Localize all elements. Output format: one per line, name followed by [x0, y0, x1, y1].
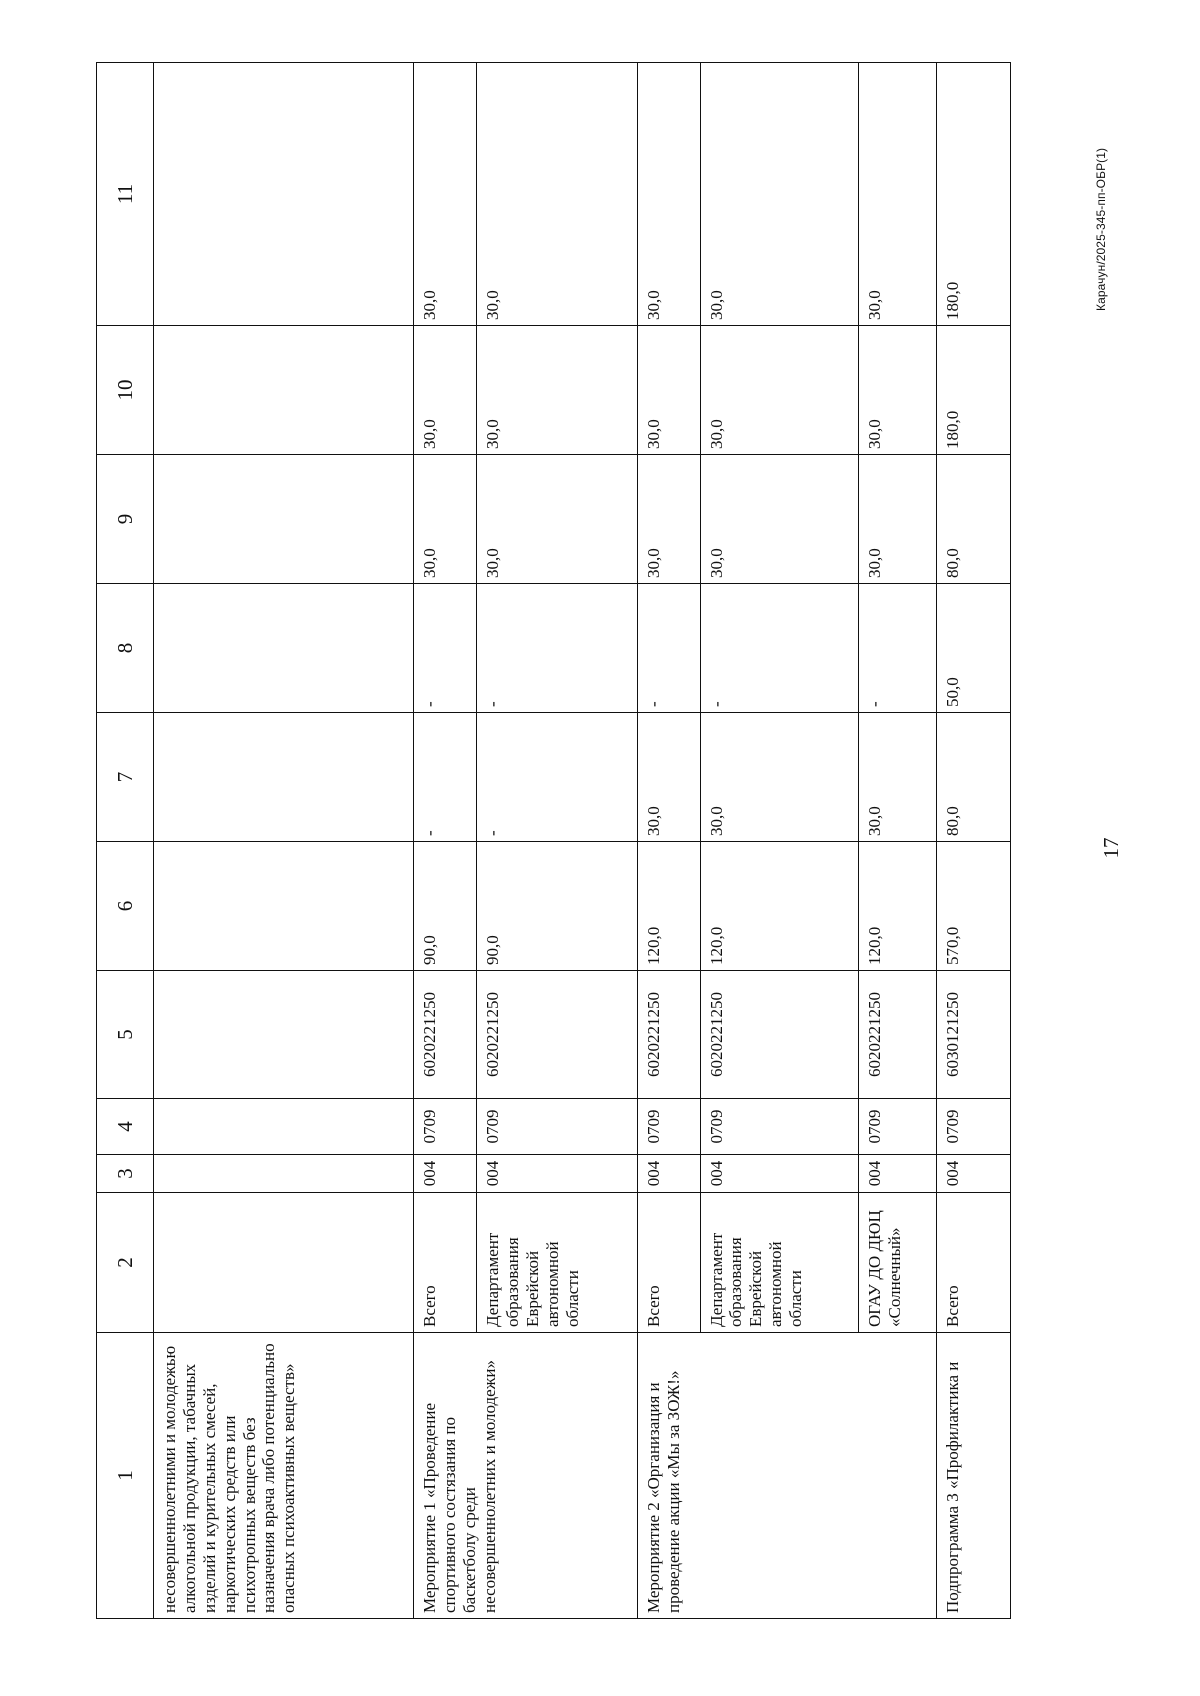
amount-cell: 30,0: [858, 326, 936, 455]
measure-name: несовершеннолетними и молодежью алкогольной продукции, табачных изделий и курительных смесей, наркотических средств или психотропных веществ без назначения врача либо потенциально опасных психоактивных веществ»: [154, 1333, 414, 1619]
amount-cell: 120,0: [858, 842, 936, 971]
table-cell: [154, 326, 414, 455]
amount-cell: 50,0: [936, 584, 1010, 713]
table-cell: 0709: [700, 1099, 858, 1155]
amount-cell: 180,0: [936, 63, 1010, 326]
amount-cell: 90,0: [414, 842, 477, 971]
amount-cell: 30,0: [700, 455, 858, 584]
amount-cell: -: [477, 584, 637, 713]
column-header: 5: [97, 971, 154, 1099]
column-header: 2: [97, 1193, 154, 1333]
executor-cell: Департамент образования Еврейской автономной области: [700, 1193, 858, 1333]
table-cell: 004: [477, 1155, 637, 1193]
table-cell: 0709: [858, 1099, 936, 1155]
amount-cell: 30,0: [477, 455, 637, 584]
table-cell: 6020221250: [858, 971, 936, 1099]
table-cell: [154, 842, 414, 971]
table-row: [414, 63, 477, 1619]
executor-cell: Всего: [936, 1193, 1010, 1333]
amount-cell: 30,0: [858, 63, 936, 326]
column-header: 3: [97, 1155, 154, 1193]
amount-cell: 90,0: [477, 842, 637, 971]
table-cell: [154, 584, 414, 713]
table-cell: 6020221250: [477, 971, 637, 1099]
amount-cell: -: [858, 584, 936, 713]
amount-cell: 30,0: [700, 326, 858, 455]
amount-cell: -: [477, 713, 637, 842]
measure-name: Мероприятие 2 «Организация и проведение акции «Мы за ЗОЖ!»: [637, 1333, 936, 1619]
table-cell: [154, 1099, 414, 1155]
amount-cell: 120,0: [700, 842, 858, 971]
column-header: 11: [97, 63, 154, 326]
table-cell: 004: [414, 1155, 477, 1193]
table-cell: 004: [637, 1155, 700, 1193]
amount-cell: 80,0: [936, 455, 1010, 584]
table-row: [936, 63, 1010, 1619]
table-cell: [154, 1193, 414, 1333]
table-row: [154, 63, 414, 1619]
column-header: 8: [97, 584, 154, 713]
amount-cell: 30,0: [414, 326, 477, 455]
measure-name: Подпрограмма 3 «Профилактика и: [936, 1333, 1010, 1619]
amount-cell: -: [700, 584, 858, 713]
column-header: 6: [97, 842, 154, 971]
column-header: 1: [97, 1333, 154, 1619]
amount-cell: 570,0: [936, 842, 1010, 971]
table-cell: 004: [700, 1155, 858, 1193]
amount-cell: 30,0: [858, 713, 936, 842]
amount-cell: 120,0: [637, 842, 700, 971]
amount-cell: 30,0: [414, 455, 477, 584]
amount-cell: 80,0: [936, 713, 1010, 842]
column-header: 4: [97, 1099, 154, 1155]
table-cell: 6020221250: [414, 971, 477, 1099]
table-cell: 0709: [637, 1099, 700, 1155]
table-cell: 6030121250: [936, 971, 1010, 1099]
table-cell: 0709: [414, 1099, 477, 1155]
amount-cell: 30,0: [700, 713, 858, 842]
amount-cell: 30,0: [637, 455, 700, 584]
table-header-row: [97, 63, 154, 1619]
table-cell: [154, 1155, 414, 1193]
executor-cell: Всего: [414, 1193, 477, 1333]
document-stamp: Карачун/2025-345-пп-ОБР(1): [1094, 147, 1108, 311]
table-cell: 0709: [936, 1099, 1010, 1155]
amount-cell: 30,0: [637, 326, 700, 455]
amount-cell: 30,0: [700, 63, 858, 326]
table-cell: [154, 455, 414, 584]
amount-cell: 30,0: [414, 63, 477, 326]
budget-table: [96, 62, 1011, 1619]
amount-cell: -: [414, 713, 477, 842]
amount-cell: -: [414, 584, 477, 713]
column-header: 9: [97, 455, 154, 584]
executor-cell: ОГАУ ДО ДЮЦ «Солнечный»: [858, 1193, 936, 1333]
amount-cell: 30,0: [637, 713, 700, 842]
table-cell: [154, 63, 414, 326]
column-header: 10: [97, 326, 154, 455]
column-header: 7: [97, 713, 154, 842]
page-number: 17: [1099, 837, 1123, 859]
table-cell: 6020221250: [637, 971, 700, 1099]
table-cell: [154, 971, 414, 1099]
amount-cell: 30,0: [477, 63, 637, 326]
table-cell: 0709: [477, 1099, 637, 1155]
executor-cell: Всего: [637, 1193, 700, 1333]
executor-cell: Департамент образования Еврейской автономной области: [477, 1193, 637, 1333]
table-cell: 6020221250: [700, 971, 858, 1099]
table-cell: [154, 713, 414, 842]
table-cell: 004: [936, 1155, 1010, 1193]
table-cell: 004: [858, 1155, 936, 1193]
measure-name: Мероприятие 1 «Проведение спортивного состязания по баскетболу среди несовершеннолетних и молодежи»: [414, 1333, 637, 1619]
amount-cell: -: [637, 584, 700, 713]
amount-cell: 30,0: [477, 326, 637, 455]
amount-cell: 30,0: [637, 63, 700, 326]
amount-cell: 30,0: [858, 455, 936, 584]
table-row: [637, 63, 700, 1619]
amount-cell: 180,0: [936, 326, 1010, 455]
